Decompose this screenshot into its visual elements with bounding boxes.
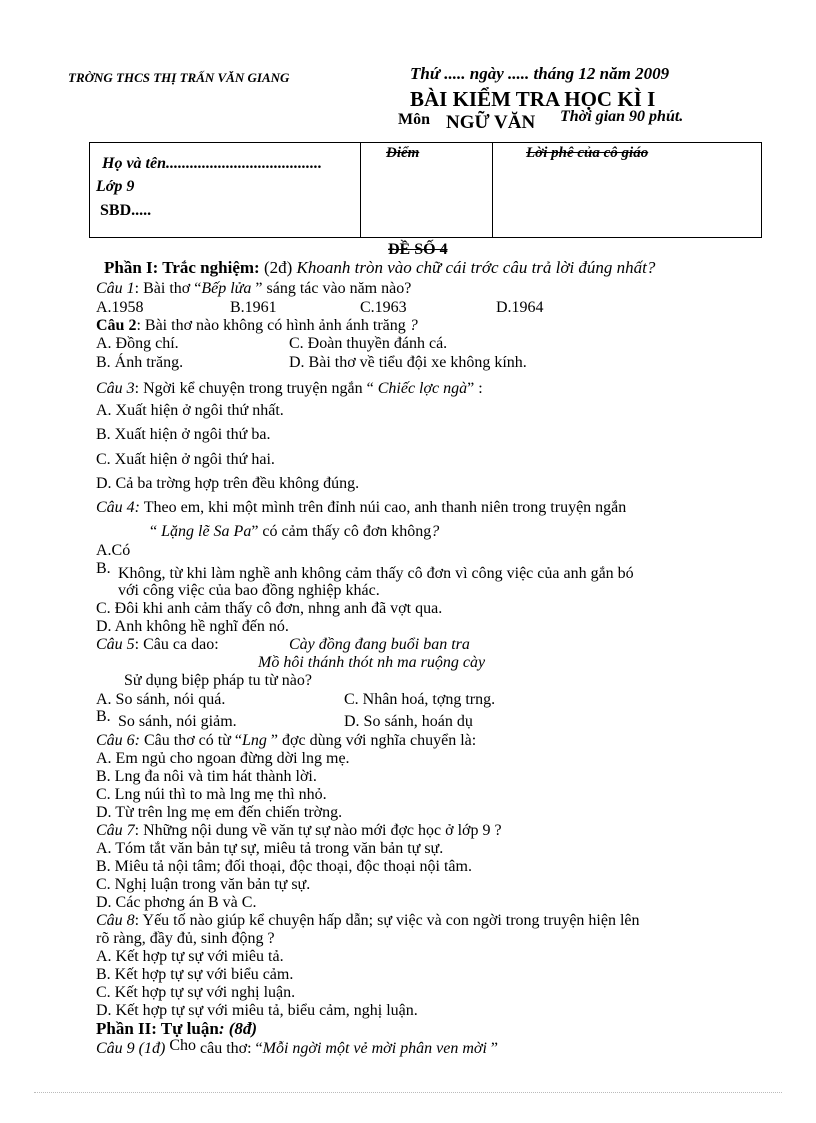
subject-label: Môn — [398, 111, 430, 128]
question-8 — [96, 912, 640, 930]
option: D.1964 — [496, 299, 544, 316]
story-title: Lặng lẽ Sa Pa — [161, 523, 252, 540]
question-text: : Những nội dung về văn tự sự nào mới đợc học ở lớp 9 ? — [134, 822, 502, 839]
question-7 — [96, 822, 502, 840]
option: với công việc của bao đồng nghiệp khác. — [118, 582, 380, 599]
question-text: ” sáng tác vào năm nào? — [251, 280, 412, 297]
question-6 — [96, 732, 476, 750]
question-9 — [96, 1037, 499, 1058]
option: B. Ánh trăng. — [96, 354, 184, 371]
question-text: ” : — [467, 380, 483, 397]
part1-heading — [104, 258, 655, 278]
question-text: : Bài thơ “ — [134, 280, 202, 297]
subject-name: NGỮ VĂN — [446, 112, 536, 133]
option: A. Tóm tắt văn bản tự sự, miêu tả trong văn bản tự sự. — [96, 840, 444, 857]
option: D. Cả ba trờng hợp trên đều không đúng. — [96, 475, 360, 492]
question-text: : Yếu tố nào giúp kể chuyện hấp dẫn; sự việc và con ngời trong truyện hiện lên — [134, 912, 640, 929]
option: C. Nhân hoá, tợng trng. — [344, 691, 496, 708]
part2-title: Phần II: Tự luận — [96, 1019, 219, 1038]
part1-points: (2đ) — [259, 258, 297, 277]
question-mark: ? — [431, 523, 440, 540]
option: B. Miêu tả nội tâm; đối thoại, độc thoại, độc thoại nội tâm. — [96, 858, 472, 875]
option: D. Các phơng án B và C. — [96, 894, 257, 911]
question-text: rõ ràng, đầy đủ, sinh động ? — [96, 930, 275, 947]
part1-title: Phần I: Trắc nghiệm: — [104, 258, 260, 277]
option: A.Có — [96, 542, 131, 559]
option: C.1963 — [360, 299, 407, 316]
option: A. So sánh, nói quá. — [96, 691, 226, 708]
question-4 — [96, 499, 626, 517]
question-label: Câu 9 (1đ) — [96, 1040, 166, 1057]
exam-date: Thứ ..... ngày ..... tháng 12 năm 2009 — [410, 64, 670, 83]
question-text: : Ngời kể chuyện trong truyện ngắn “ — [134, 380, 378, 397]
keyword: Lng — [242, 732, 271, 749]
question-4-line2 — [150, 523, 439, 541]
exam-duration: Thời gian 90 phút. — [560, 108, 684, 125]
folk-verse: Cày đồng đang buổi ban tra — [289, 636, 470, 653]
option: D. Kết hợp tự sự với miêu tả, biểu cảm, nghị luận. — [96, 1002, 418, 1019]
option: A. Xuất hiện ở ngôi thứ nhất. — [96, 402, 284, 419]
poem-verse: Mỗi ngời một vẻ mời phân ven mời — [262, 1040, 487, 1057]
option: So sánh, nói giảm. — [118, 713, 237, 730]
school-name: TRỜNG THCS THỊ TRẤN VĂN GIANG — [68, 70, 290, 85]
exam-code: ĐỀ SỐ 4 — [388, 241, 448, 258]
question-text: Câu thơ có từ “ — [140, 732, 242, 749]
question-text: : Câu ca dao: — [134, 636, 219, 653]
question-5 — [96, 636, 219, 654]
option: B. Xuất hiện ở ngôi thứ ba. — [96, 426, 271, 443]
question-label: Câu 5 — [96, 636, 135, 653]
option: A.1958 — [96, 299, 144, 316]
question-label: Câu 4: — [96, 499, 140, 516]
part2-heading — [96, 1019, 257, 1039]
question-label: Câu 7 — [96, 822, 135, 839]
question-text: Sử dụng biệp pháp tu từ nào? — [124, 672, 312, 689]
option: D. Anh không hề nghĩ đến nó. — [96, 618, 289, 635]
box-divider — [360, 143, 361, 237]
student-sbd-field: SBD..... — [100, 202, 152, 219]
part2-points: : (8đ) — [218, 1019, 258, 1038]
question-text: câu thơ: “ — [196, 1040, 263, 1057]
question-text: ” — [486, 1040, 499, 1057]
option: B. Lng đa nôi và tim hát thành lời. — [96, 768, 317, 785]
question-label: Câu 1 — [96, 280, 135, 297]
option: C. Lng núi thì to mà lng mẹ thì nhỏ. — [96, 786, 327, 803]
question-text: : Bài thơ nào không có hình ảnh ánh trăng — [136, 317, 410, 334]
question-1 — [96, 280, 411, 298]
option: D. Từ trên lng mẹ em đến chiến trờng. — [96, 804, 343, 821]
option: B. Kết hợp tự sự với biểu cảm. — [96, 966, 294, 983]
question-label: Câu 3 — [96, 380, 135, 397]
question-text: ” đợc dùng với nghĩa chuyển là: — [270, 732, 477, 749]
question-mark: ? — [409, 317, 418, 334]
option: Không, từ khi làm nghề anh không cảm thấy cô đơn vì công việc của anh gắn bó — [118, 565, 634, 582]
box-divider — [492, 143, 493, 237]
question-text: Theo em, khi một mình trên đỉnh núi cao, anh thanh niên trong truyện ngắn — [140, 499, 627, 516]
story-title: Chiếc lợc ngà — [377, 380, 468, 397]
question-label: Câu 6: — [96, 732, 140, 749]
option: A. Đồng chí. — [96, 335, 179, 352]
option: C. Nghị luận trong văn bản tự sự. — [96, 876, 311, 893]
part1-instruction: Khoanh tròn vào chữ cái trớc câu trả lời đúng nhất? — [296, 258, 656, 277]
option: C. Đôi khi anh cảm thấy cô đơn, nhng anh đã vợt qua. — [96, 600, 443, 617]
question-2 — [96, 317, 418, 335]
option-letter: B. — [96, 708, 111, 725]
student-name-field: Họ và tên....................................... — [102, 155, 322, 172]
score-label: Điểm — [386, 145, 420, 161]
question-text: ” có cảm thấy cô đơn không — [251, 523, 432, 540]
option: B.1961 — [230, 299, 277, 316]
question-text: “ — [150, 523, 162, 540]
poem-title: Bếp lửa — [201, 280, 252, 297]
option: D. Bài thơ về tiểu đội xe không kính. — [289, 354, 527, 371]
option: D. So sánh, hoán dụ — [344, 713, 473, 730]
option: A. Em ngủ cho ngoan đừng dời lng mẹ. — [96, 750, 350, 767]
option: C. Kết hợp tự sự với nghị luận. — [96, 984, 296, 1001]
option: C. Đoàn thuyền đánh cá. — [289, 335, 448, 352]
option: A. Kết hợp tự sự với miêu tả. — [96, 948, 284, 965]
question-3 — [96, 380, 483, 398]
student-class-field: Lớp 9 — [96, 178, 135, 195]
option-letter: B. — [96, 560, 111, 577]
teacher-comment-label: Lời phê của cô giáo — [526, 145, 649, 161]
question-text: Cho — [165, 1037, 196, 1054]
question-label: Câu 2 — [96, 317, 137, 334]
folk-verse: Mồ hôi thánh thót nh ma ruộng cày — [258, 654, 486, 671]
exam-title: BÀI KIỂM TRA HỌC KÌ I — [410, 87, 656, 111]
question-label: Câu 8 — [96, 912, 135, 929]
page-footer-divider — [34, 1092, 782, 1093]
option: C. Xuất hiện ở ngôi thứ hai. — [96, 451, 275, 468]
